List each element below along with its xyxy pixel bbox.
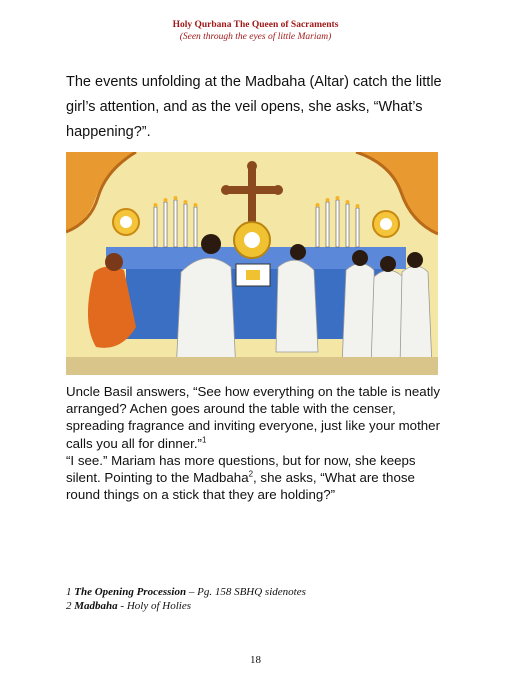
footnotes: [66, 585, 446, 613]
altar-illustration: [66, 152, 438, 375]
footnote-2-title: Madbaha: [74, 600, 118, 612]
paragraph-uncle-basil: [66, 383, 450, 452]
footnote-1: [66, 585, 446, 599]
paragraph-2-end: , she asks, “What are those round things on a stick that they are holding?”: [66, 470, 415, 503]
paragraph-mariam: [66, 452, 450, 504]
intro-paragraph: The events unfolding at the Madbaha (Altar) catch the little girl’s attention, and as the veil opens, she asks, “What’s happening?”.: [66, 74, 442, 140]
footnote-2-rest: - Holy of Holies: [120, 600, 191, 612]
body-paragraphs: [66, 383, 450, 503]
header-title: Holy Qurbana The Queen of Sacraments: [172, 20, 339, 30]
footnote-2: [66, 599, 446, 613]
altar-scene-drawing: [66, 152, 438, 375]
footnote-1-num: 1: [66, 586, 72, 598]
footnote-ref-1: 1: [202, 435, 207, 445]
paragraph-2-start: “I see.” Mariam has more questions, but for now, she keeps silent. Pointing to the Madbaha: [66, 452, 416, 486]
footnote-ref-2: 2: [248, 469, 254, 479]
footnote-2-num: 2: [66, 600, 72, 612]
running-header: [0, 19, 511, 43]
footnote-1-rest: – Pg. 158 SBHQ sidenotes: [188, 586, 306, 598]
page-number: 18: [250, 654, 261, 666]
footnote-1-title: The Opening Procession: [74, 586, 187, 598]
paragraph-1-text: Uncle Basil answers, “See how everything on the table is neatly arranged? Achen goes around the table with the censer, spreading fragrance and inviting everyone, just like your mother calls you all for dinner.”: [66, 384, 440, 451]
header-subtitle: (Seen through the eyes of little Mariam): [179, 32, 332, 42]
